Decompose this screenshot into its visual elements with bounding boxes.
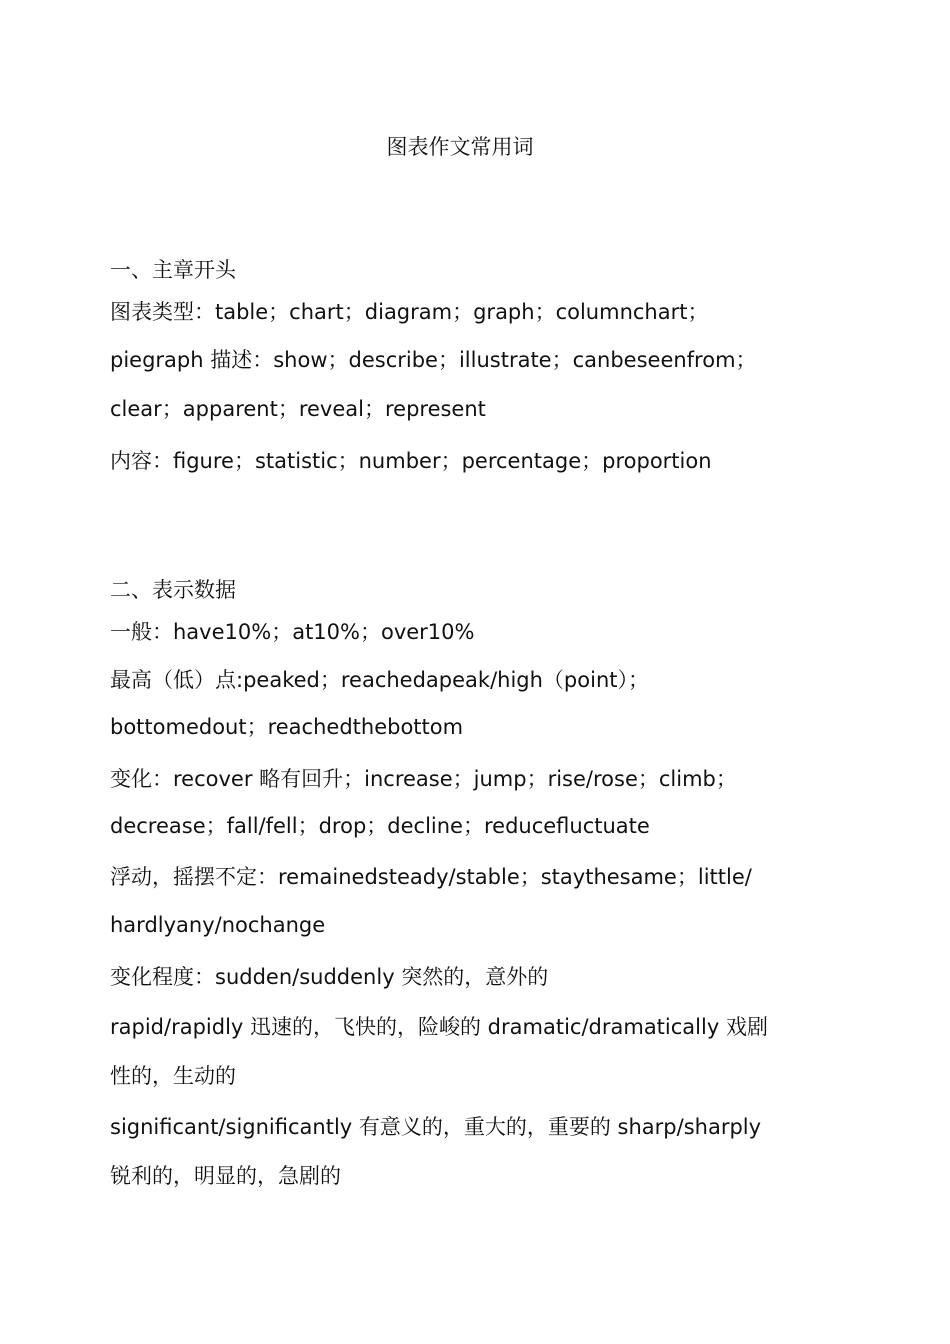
text-line: decrease；fall/fell；drop；decline；reducefluctuate xyxy=(110,814,650,838)
text-line: 变化：recover 略有回升；increase；jump；rise/rose；climb； xyxy=(110,767,737,791)
text-line: bottomedout；reachedthebottom xyxy=(110,715,464,739)
text-line: piegraph 描述：show；describe；illustrate；canbeseenfrom； xyxy=(110,348,757,372)
text-line: 锐利的，明显的，急剧的 xyxy=(110,1164,341,1188)
text-line: hardlyany/nochange xyxy=(110,913,326,937)
text-line: 浮动，摇摆不定：remainedsteady/stable；staythesame；little/ xyxy=(110,865,752,889)
text-line: 一般：have10%；at10%；over10% xyxy=(110,620,475,644)
text-line: 最高（低）点:peaked；reachedapeak/high（point）； xyxy=(110,668,649,692)
text-line: rapid/rapidly 迅速的，飞快的，险峻的 dramatic/dramatically 戏剧 xyxy=(110,1015,768,1039)
section-heading: 一、主章开头 xyxy=(110,258,236,282)
text-line: 变化程度：sudden/suddenly 突然的，意外的 xyxy=(110,965,549,989)
section-heading: 二、表示数据 xyxy=(110,578,236,602)
text-line: 内容：figure；statistic；number；percentage；proportion xyxy=(110,449,712,473)
document-title: 图表作文常用词 xyxy=(386,135,534,159)
text-line: 图表类型：table；chart；diagram；graph；columnchart； xyxy=(110,300,709,324)
text-line: clear；apparent；reveal；represent xyxy=(110,397,486,421)
text-line: 性的，生动的 xyxy=(110,1064,236,1088)
text-line: significant/significantly 有意义的，重大的，重要的 sharp/sharply xyxy=(110,1115,762,1139)
